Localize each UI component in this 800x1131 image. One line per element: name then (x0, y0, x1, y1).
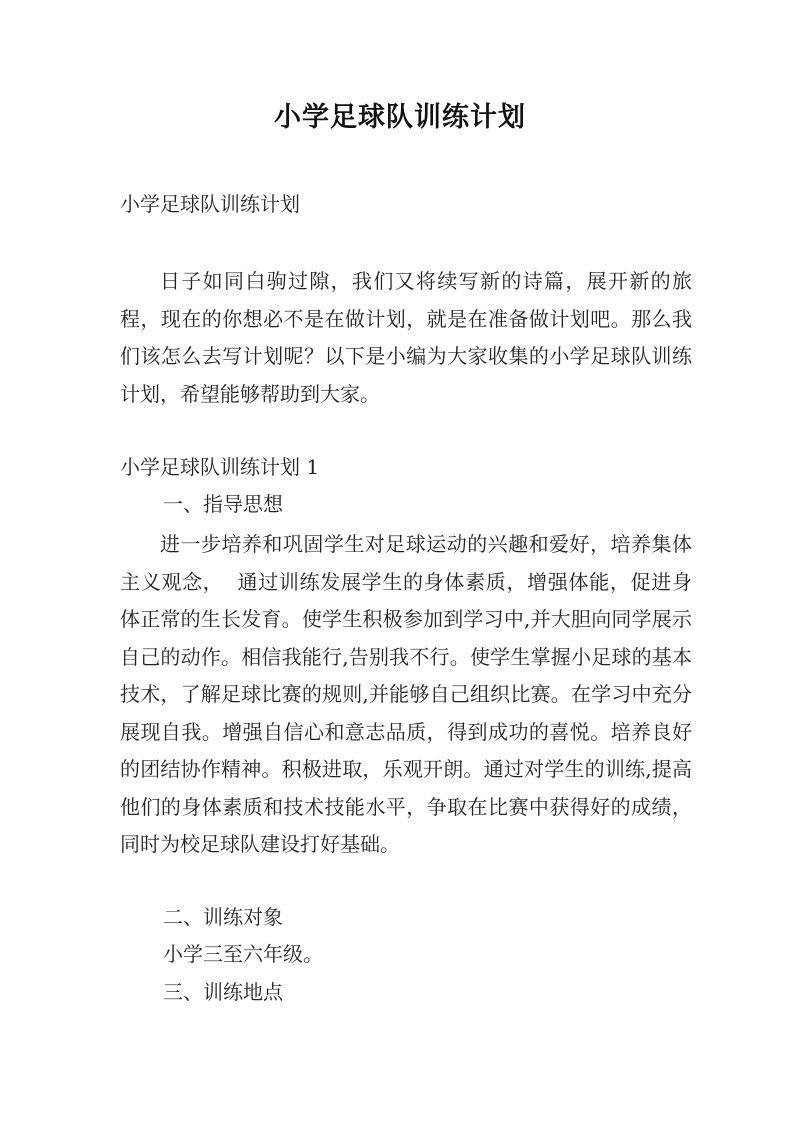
intro-paragraph: 日子如同白驹过隙，我们又将续写新的诗篇，展开新的旅程，现在的你想必不是在做计划，就是在准备做计划吧。那么我们该怎么去写计划呢？以下是小编为大家收集的小学足球队训练计划，希望能够帮助到大家。 (120, 269, 692, 406)
document-subtitle: 小学足球队训练计划 (120, 192, 300, 216)
guiding-ideology-paragraph: 进一步培养和巩固学生对足球运动的兴趣和爱好，培养集体主义观念， 通过训练发展学生的身体素质，增强体能，促进身体正常的生长发育。使学生积极参加到学习中,并大胆向同学展示自己的动作。相信我能行,告别我不行。使学生掌握小足球的基本技术，了解足球比赛的规则,并能够自己组织比赛。在学习中充分展现自我。增强自信心和意志品质，得到成功的喜悦。培养良好的团结协作精神。积极进取，乐观开朗。通过对学生的训练,提高他们的身体素质和技术技能水平，争取在比赛中获得好的成绩，同时为校足球队建设打好基础。 (120, 532, 692, 856)
heading-guiding-ideology: 一、指导思想 (163, 492, 283, 516)
document-title: 小学足球队训练计划 (274, 102, 526, 133)
section-title: 小学足球队训练计划 1 (120, 455, 320, 479)
heading-training-target: 二、训练对象 (163, 905, 283, 929)
heading-training-location: 三、训练地点 (163, 980, 283, 1004)
training-target-text: 小学三至六年级。 (163, 942, 323, 966)
